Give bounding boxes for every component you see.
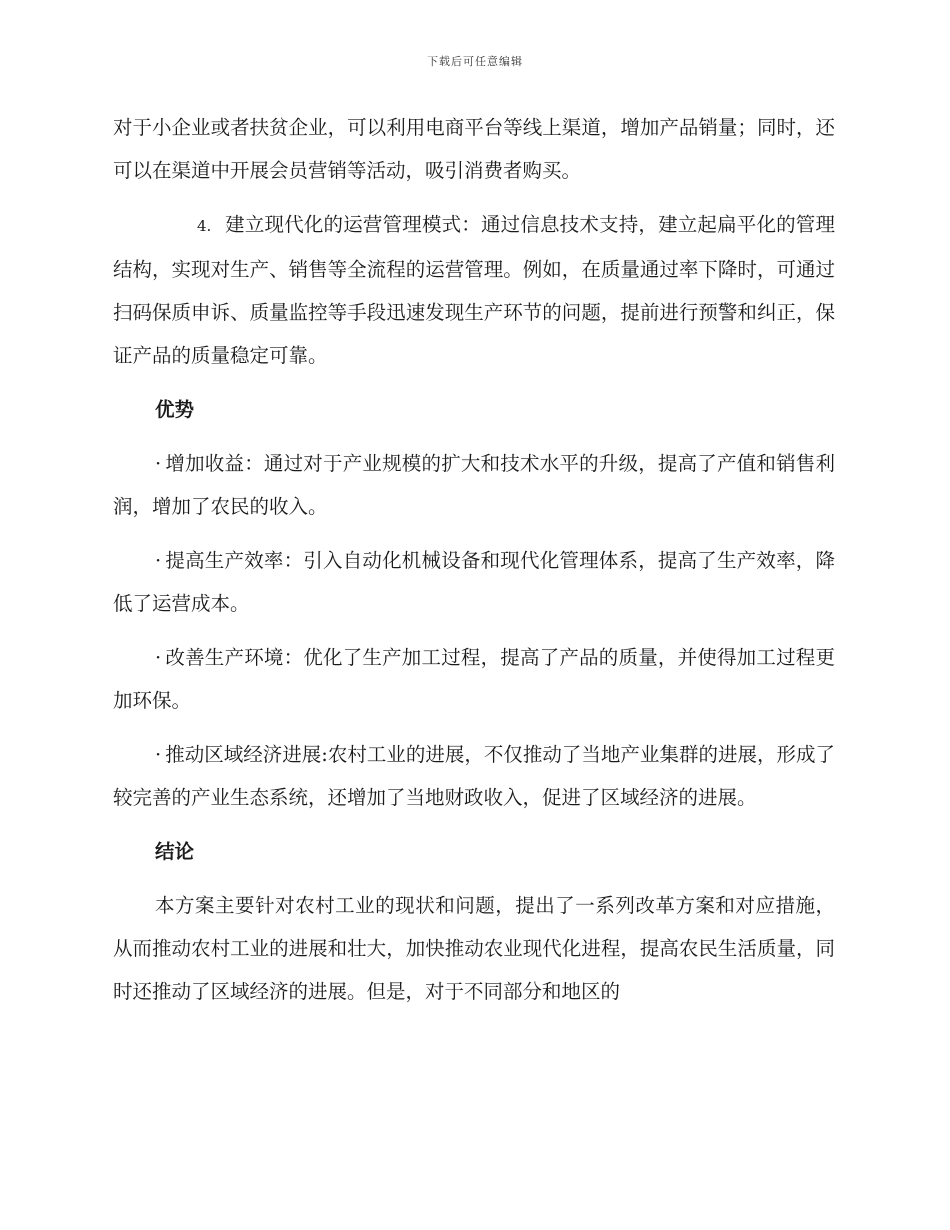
section-heading-conclusion: 结论 — [155, 840, 195, 863]
bullet-text: 改善生产环境：优化了生产加工过程，提高了产品的质量，并使得加工过程更加环保。 — [113, 646, 835, 712]
bullet-icon: · — [155, 743, 162, 766]
page-header: 下载后可任意编辑 — [427, 55, 523, 68]
bullet-text: 提高生产效率：引入自动化机械设备和现代化管理体系，提高了生产效率，降低了运营成本。 — [113, 549, 835, 615]
item-text: 建立现代化的运营管理模式：通过信息技术支持，建立起扁平化的管理结构，实现对生产、销售等全流程的运营管理。例如，在质量通过率下降时，可通过扫码保质申诉、质量监控等手段迅速发现生产环节的问题，提前进行预警和纠正，保证产品的质量稳定可靠。 — [113, 213, 835, 367]
bullet-item — [113, 442, 835, 528]
paragraph-conclusion: 本方案主要针对农村工业的现状和问题，提出了一系列改革方案和对应措施，从而推动农村工业的进展和壮大，加快推动农业现代化进程，提高农民生活质量，同时还推动了区域经济的进展。但是，对于不同部分和地区的 — [113, 894, 835, 1003]
bullet-item — [113, 733, 835, 819]
bullet-text: 增加收益：通过对于产业规模的扩大和技术水平的升级，提高了产值和销售利润，增加了农民的收入。 — [113, 452, 835, 518]
bullet-icon: · — [155, 452, 162, 475]
bullet-icon: · — [155, 646, 162, 669]
bullet-icon: · — [155, 549, 162, 572]
bullet-item — [113, 636, 835, 722]
section-heading-advantages: 优势 — [155, 398, 195, 421]
bullet-text: 推动区域经济进展:农村工业的进展，不仅推动了当地产业集群的进展，形成了较完善的产业生态系统，还增加了当地财政收入，促进了区域经济的进展。 — [113, 743, 835, 809]
numbered-item-4 — [113, 203, 835, 377]
item-number: 4. — [197, 217, 212, 235]
paragraph-online-channels: 对于小企业或者扶贫企业，可以利用电商平台等线上渠道，增加产品销量；同时，还可以在渠道中开展会员营销等活动，吸引消费者购买。 — [113, 116, 835, 182]
document-body — [113, 106, 835, 1024]
bullet-item — [113, 539, 835, 625]
